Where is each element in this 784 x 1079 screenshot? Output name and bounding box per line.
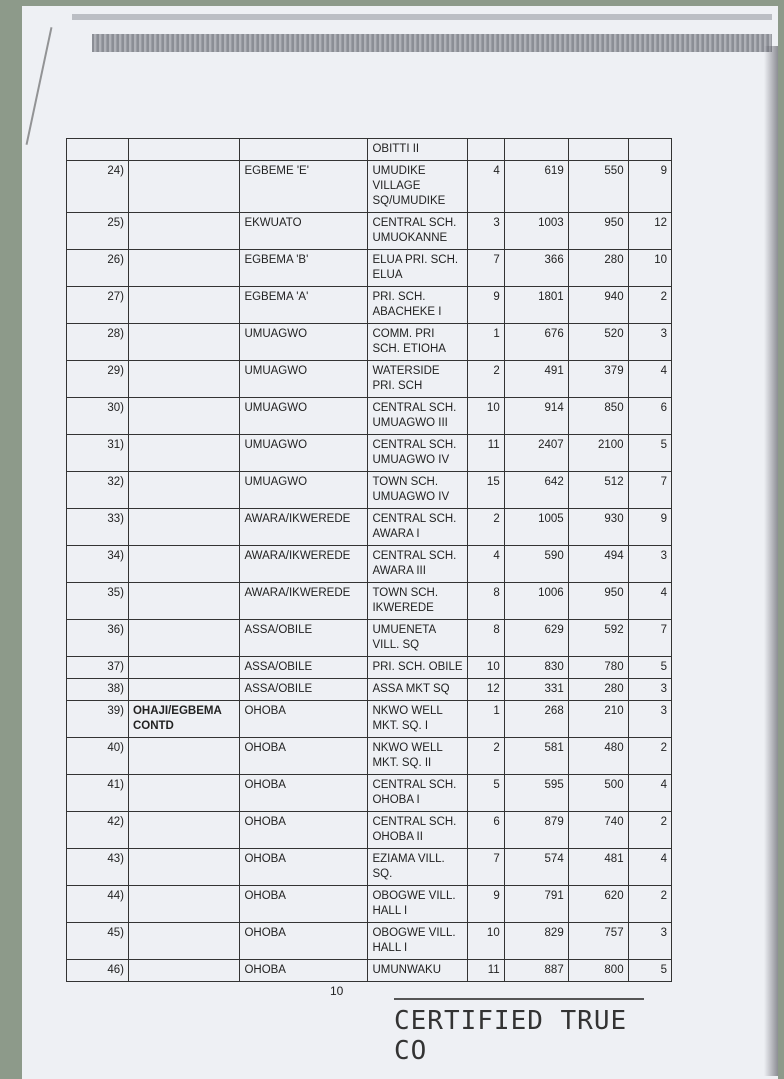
ward-cell: UMUAGWO <box>240 361 368 398</box>
ward-cell: EGBEMA 'B' <box>240 250 368 287</box>
serial-number-cell: 44) <box>67 886 129 923</box>
serial-number-cell: 27) <box>67 287 129 324</box>
unit-code-cell: 2 <box>467 738 504 775</box>
unit-code-cell: 10 <box>467 398 504 435</box>
page-edge-shadow <box>764 46 778 1076</box>
lga-cell <box>128 546 240 583</box>
polling-unit-cell: UMUENETA VILL. SQ <box>368 620 467 657</box>
polling-unit-cell: PRI. SCH. ABACHEKE I <box>368 287 467 324</box>
table-row <box>67 546 672 583</box>
unit-code-cell: 8 <box>467 620 504 657</box>
polling-unit-cell: PRI. SCH. OBILE <box>368 657 467 679</box>
table-row <box>67 139 672 161</box>
registered-voters-cell: 676 <box>504 324 568 361</box>
value-cell: 757 <box>568 923 628 960</box>
ward-cell: AWARA/IKWEREDE <box>240 546 368 583</box>
polling-unit-cell: CENTRAL SCH. UMUOKANNE <box>368 213 467 250</box>
unit-code-cell: 15 <box>467 472 504 509</box>
unit-code-cell: 7 <box>467 250 504 287</box>
registered-voters-cell: 1006 <box>504 583 568 620</box>
ward-cell: OHOBA <box>240 886 368 923</box>
value-cell: 512 <box>568 472 628 509</box>
lga-cell <box>128 886 240 923</box>
count-cell: 9 <box>628 509 671 546</box>
lga-cell <box>128 509 240 546</box>
unit-code-cell: 5 <box>467 775 504 812</box>
polling-unit-cell: CENTRAL SCH. OHOBA II <box>368 812 467 849</box>
table-row <box>67 960 672 982</box>
scan-artifact-line <box>72 14 772 20</box>
ward-cell: OHOBA <box>240 738 368 775</box>
ward-cell: EGBEME 'E' <box>240 161 368 213</box>
lga-cell <box>128 679 240 701</box>
count-cell: 4 <box>628 583 671 620</box>
polling-unit-cell: TOWN SCH. IKWEREDE <box>368 583 467 620</box>
registered-voters-cell: 791 <box>504 886 568 923</box>
polling-unit-cell: NKWO WELL MKT. SQ. I <box>368 701 467 738</box>
registered-voters-cell: 491 <box>504 361 568 398</box>
polling-unit-cell: CENTRAL SCH. UMUAGWO IV <box>368 435 467 472</box>
serial-number-cell: 31) <box>67 435 129 472</box>
value-cell: 379 <box>568 361 628 398</box>
count-cell: 3 <box>628 546 671 583</box>
registered-voters-cell: 595 <box>504 775 568 812</box>
count-cell: 5 <box>628 435 671 472</box>
serial-number-cell: 24) <box>67 161 129 213</box>
unit-code-cell: 11 <box>467 960 504 982</box>
document-page <box>22 6 778 1079</box>
value-cell: 780 <box>568 657 628 679</box>
value-cell: 930 <box>568 509 628 546</box>
serial-number-cell: 42) <box>67 812 129 849</box>
table-row <box>67 812 672 849</box>
registered-voters-cell: 1005 <box>504 509 568 546</box>
value-cell: 280 <box>568 250 628 287</box>
lga-cell <box>128 849 240 886</box>
table-row <box>67 657 672 679</box>
value-cell: 550 <box>568 161 628 213</box>
serial-number-cell: 30) <box>67 398 129 435</box>
polling-unit-cell: CENTRAL SCH. AWARA III <box>368 546 467 583</box>
scan-artifact-diagonal <box>26 27 53 145</box>
polling-unit-cell: ASSA MKT SQ <box>368 679 467 701</box>
lga-cell: OHAJI/EGBEMA CONTD <box>128 701 240 738</box>
lga-cell <box>128 435 240 472</box>
value-cell: 592 <box>568 620 628 657</box>
registered-voters-cell: 581 <box>504 738 568 775</box>
polling-unit-cell: COMM. PRI SCH. ETIOHA <box>368 324 467 361</box>
count-cell: 4 <box>628 361 671 398</box>
table-row <box>67 849 672 886</box>
ward-cell: OHOBA <box>240 849 368 886</box>
serial-number-cell <box>67 139 129 161</box>
serial-number-cell: 45) <box>67 923 129 960</box>
serial-number-cell: 46) <box>67 960 129 982</box>
unit-code-cell: 1 <box>467 324 504 361</box>
lga-cell <box>128 287 240 324</box>
count-cell: 5 <box>628 960 671 982</box>
lga-cell <box>128 775 240 812</box>
count-cell: 7 <box>628 620 671 657</box>
value-cell: 950 <box>568 583 628 620</box>
count-cell: 3 <box>628 701 671 738</box>
polling-unit-cell: CENTRAL SCH. AWARA I <box>368 509 467 546</box>
unit-code-cell: 7 <box>467 849 504 886</box>
lga-cell <box>128 250 240 287</box>
table-row <box>67 472 672 509</box>
table-row <box>67 701 672 738</box>
registered-voters-cell: 879 <box>504 812 568 849</box>
lga-cell <box>128 161 240 213</box>
serial-number-cell: 32) <box>67 472 129 509</box>
value-cell: 800 <box>568 960 628 982</box>
value-cell: 480 <box>568 738 628 775</box>
unit-code-cell: 9 <box>467 287 504 324</box>
lga-cell <box>128 361 240 398</box>
lga-cell <box>128 620 240 657</box>
value-cell: 2100 <box>568 435 628 472</box>
value-cell: 620 <box>568 886 628 923</box>
registered-voters-cell: 2407 <box>504 435 568 472</box>
polling-unit-cell: CENTRAL SCH. UMUAGWO III <box>368 398 467 435</box>
count-cell: 3 <box>628 324 671 361</box>
serial-number-cell: 33) <box>67 509 129 546</box>
ward-cell: UMUAGWO <box>240 472 368 509</box>
table-row <box>67 509 672 546</box>
table-row <box>67 583 672 620</box>
unit-code-cell: 12 <box>467 679 504 701</box>
polling-unit-cell: UMUDIKE VILLAGE SQ/UMUDIKE <box>368 161 467 213</box>
value-cell: 494 <box>568 546 628 583</box>
serial-number-cell: 25) <box>67 213 129 250</box>
serial-number-cell: 37) <box>67 657 129 679</box>
lga-cell <box>128 738 240 775</box>
lga-cell <box>128 139 240 161</box>
serial-number-cell: 36) <box>67 620 129 657</box>
ward-cell: EGBEMA 'A' <box>240 287 368 324</box>
lga-cell <box>128 583 240 620</box>
table-row <box>67 287 672 324</box>
registered-voters-cell: 887 <box>504 960 568 982</box>
registered-voters-cell: 629 <box>504 620 568 657</box>
polling-unit-cell: EZIAMA VILL. SQ. <box>368 849 467 886</box>
registered-voters-cell: 590 <box>504 546 568 583</box>
lga-cell <box>128 923 240 960</box>
polling-unit-cell: CENTRAL SCH. OHOBA I <box>368 775 467 812</box>
count-cell: 4 <box>628 775 671 812</box>
unit-code-cell: 2 <box>467 361 504 398</box>
lga-cell <box>128 213 240 250</box>
registered-voters-cell: 642 <box>504 472 568 509</box>
polling-unit-cell: OBITTI II <box>368 139 467 161</box>
table-row <box>67 250 672 287</box>
unit-code-cell: 4 <box>467 546 504 583</box>
unit-code-cell: 3 <box>467 213 504 250</box>
table-body <box>67 139 672 982</box>
serial-number-cell: 43) <box>67 849 129 886</box>
registered-voters-cell: 331 <box>504 679 568 701</box>
serial-number-cell: 35) <box>67 583 129 620</box>
table-row <box>67 738 672 775</box>
table-row <box>67 161 672 213</box>
ward-cell: ASSA/OBILE <box>240 679 368 701</box>
ward-cell: OHOBA <box>240 812 368 849</box>
unit-code-cell: 1 <box>467 701 504 738</box>
lga-cell <box>128 812 240 849</box>
unit-code-cell: 6 <box>467 812 504 849</box>
table-row <box>67 923 672 960</box>
polling-unit-cell: UMUNWAKU <box>368 960 467 982</box>
serial-number-cell: 28) <box>67 324 129 361</box>
table-row <box>67 398 672 435</box>
count-cell: 2 <box>628 738 671 775</box>
registered-voters-cell: 829 <box>504 923 568 960</box>
ward-cell: ASSA/OBILE <box>240 620 368 657</box>
certified-true-copy-stamp: CERTIFIED TRUE CO <box>394 998 644 1056</box>
count-cell: 3 <box>628 679 671 701</box>
registered-voters-cell: 619 <box>504 161 568 213</box>
value-cell: 950 <box>568 213 628 250</box>
count-cell: 9 <box>628 161 671 213</box>
value-cell: 280 <box>568 679 628 701</box>
registered-voters-cell: 574 <box>504 849 568 886</box>
value-cell: 940 <box>568 287 628 324</box>
lga-cell <box>128 960 240 982</box>
value-cell: 500 <box>568 775 628 812</box>
serial-number-cell: 39) <box>67 701 129 738</box>
ward-cell: OHOBA <box>240 775 368 812</box>
value-cell: 850 <box>568 398 628 435</box>
registered-voters-cell <box>504 139 568 161</box>
polling-unit-cell: ELUA PRI. SCH. ELUA <box>368 250 467 287</box>
serial-number-cell: 40) <box>67 738 129 775</box>
count-cell: 2 <box>628 287 671 324</box>
serial-number-cell: 29) <box>67 361 129 398</box>
count-cell: 7 <box>628 472 671 509</box>
page-number: 10 <box>330 984 344 998</box>
ward-cell: AWARA/IKWEREDE <box>240 509 368 546</box>
count-cell: 2 <box>628 886 671 923</box>
table-row <box>67 361 672 398</box>
lga-cell <box>128 324 240 361</box>
serial-number-cell: 38) <box>67 679 129 701</box>
ward-cell: ASSA/OBILE <box>240 657 368 679</box>
count-cell <box>628 139 671 161</box>
polling-unit-cell: WATERSIDE PRI. SCH <box>368 361 467 398</box>
value-cell: 481 <box>568 849 628 886</box>
ward-cell: EKWUATO <box>240 213 368 250</box>
lga-cell <box>128 657 240 679</box>
table-row <box>67 775 672 812</box>
table-row <box>67 324 672 361</box>
count-cell: 5 <box>628 657 671 679</box>
serial-number-cell: 41) <box>67 775 129 812</box>
table-row <box>67 679 672 701</box>
lga-cell <box>128 398 240 435</box>
ward-cell: OHOBA <box>240 960 368 982</box>
registered-voters-cell: 268 <box>504 701 568 738</box>
serial-number-cell: 26) <box>67 250 129 287</box>
polling-units-table <box>66 138 672 982</box>
unit-code-cell: 9 <box>467 886 504 923</box>
ward-cell: OHOBA <box>240 701 368 738</box>
polling-unit-cell: NKWO WELL MKT. SQ. II <box>368 738 467 775</box>
polling-unit-cell: TOWN SCH. UMUAGWO IV <box>368 472 467 509</box>
unit-code-cell: 2 <box>467 509 504 546</box>
count-cell: 3 <box>628 923 671 960</box>
value-cell: 520 <box>568 324 628 361</box>
polling-unit-cell: OBOGWE VILL. HALL I <box>368 886 467 923</box>
registered-voters-cell: 914 <box>504 398 568 435</box>
count-cell: 2 <box>628 812 671 849</box>
ward-cell: AWARA/IKWEREDE <box>240 583 368 620</box>
count-cell: 4 <box>628 849 671 886</box>
unit-code-cell: 10 <box>467 923 504 960</box>
serial-number-cell: 34) <box>67 546 129 583</box>
count-cell: 10 <box>628 250 671 287</box>
table-row <box>67 620 672 657</box>
ward-cell: UMUAGWO <box>240 324 368 361</box>
unit-code-cell: 8 <box>467 583 504 620</box>
value-cell: 740 <box>568 812 628 849</box>
table-row <box>67 435 672 472</box>
ward-cell <box>240 139 368 161</box>
unit-code-cell: 4 <box>467 161 504 213</box>
registered-voters-cell: 830 <box>504 657 568 679</box>
unit-code-cell: 10 <box>467 657 504 679</box>
table-row <box>67 213 672 250</box>
count-cell: 12 <box>628 213 671 250</box>
value-cell: 210 <box>568 701 628 738</box>
scan-artifact-band <box>92 34 772 52</box>
registered-voters-cell: 1801 <box>504 287 568 324</box>
table-row <box>67 886 672 923</box>
registered-voters-cell: 1003 <box>504 213 568 250</box>
polling-unit-cell: OBOGWE VILL. HALL I <box>368 923 467 960</box>
ward-cell: UMUAGWO <box>240 398 368 435</box>
unit-code-cell: 11 <box>467 435 504 472</box>
lga-cell <box>128 472 240 509</box>
registered-voters-cell: 366 <box>504 250 568 287</box>
ward-cell: OHOBA <box>240 923 368 960</box>
unit-code-cell <box>467 139 504 161</box>
value-cell <box>568 139 628 161</box>
count-cell: 6 <box>628 398 671 435</box>
ward-cell: UMUAGWO <box>240 435 368 472</box>
